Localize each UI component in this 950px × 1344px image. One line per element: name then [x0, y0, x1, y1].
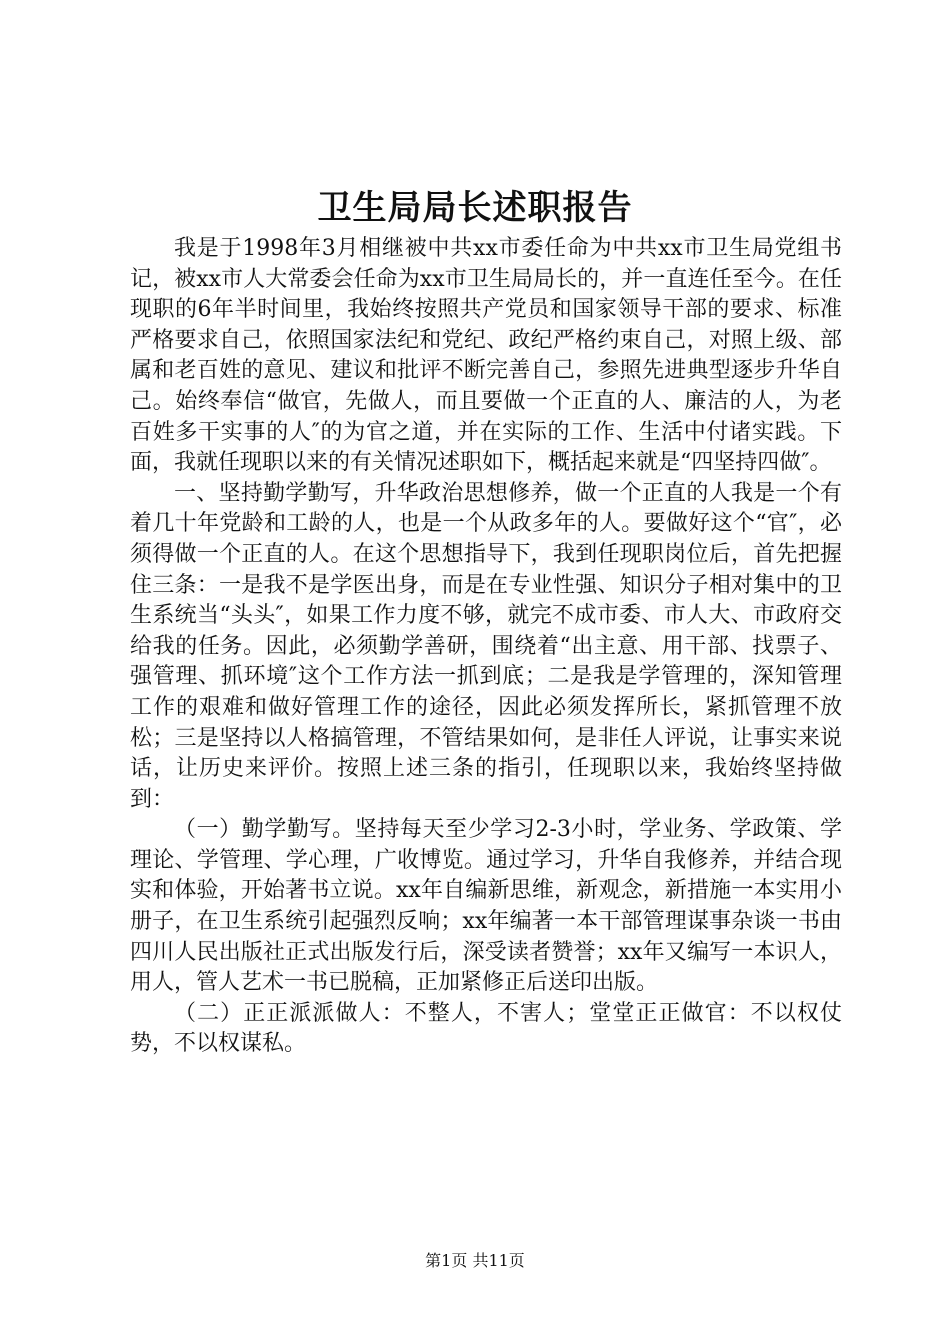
document-body	[130, 234, 842, 1060]
paragraph-section-one: 一、坚持勤学勤写，升华政治思想修养，做一个正直的人我是一个有着几十年党龄和工龄的人，也是一个从政多年的人。要做好这个“官″，必须得做一个正直的人。在这个思想指导下，我到任现职岗位后，首先把握住三条：一是我不是学医出身，而是在专业性强、知识分子相对集中的卫生系统当“头头″，如果工作力度不够，就完不成市委、市人大、市政府交给我的任务。因此，必须勤学善研，围绕着“出主意、用干部、找票子、强管理、抓环境″这个工作方法一抓到底；二是我是学管理的，深知管理工作的艰难和做好管理工作的途径，因此必须发挥所长，紧抓管理不放松；三是坚持以人格搞管理，不管结果如何，是非任人评说，让事实来说话，让历史来评价。按照上述三条的指引，任现职以来，我始终坚持做到：	[130, 480, 842, 812]
paragraph-subsection-two: （二）正正派派做人：不整人，不害人；堂堂正正做官：不以权仗势，不以权谋私。	[130, 1000, 842, 1057]
page-footer: 第1页 共11页	[425, 1251, 525, 1270]
paragraph-subsection-one: （一）勤学勤写。坚持每天至少学习2-3小时，学业务、学政策、学理论、学管理、学心理，广收博览。通过学习，升华自我修养，并结合现实和体验，开始著书立说。xx年自编新思维，新观念，新措施一本实用小册子，在卫生系统引起强烈反响；xx年编著一本干部管理谋事杂谈一书由四川人民出版社正式出版发行后，深受读者赞誉；xx年又编写一本识人，用人，管人艺术一书已脱稿，正加紧修正后送印出版。	[130, 817, 842, 996]
paragraph-intro: 我是于1998年3月相继被中共xx市委任命为中共xx市卫生局党组书记，被xx市人大常委会任命为xx市卫生局局长的，并一直连任至今。在任现职的6年半时间里，我始终按照共产党员和国家领导干部的要求、标准严格要求自己，依照国家法纪和党纪、政纪严格约束自己，对照上级、部属和老百姓的意见、建议和批评不断完善自己，参照先进典型逐步升华自己。始终奉信“做官，先做人，而且要做一个正直的人、廉洁的人，为老百姓多干实事的人″的为官之道，并在实际的工作、生活中付诸实践。下面，我就任现职以来的有关情况述职如下，概括起来就是“四坚持四做″。	[130, 236, 842, 476]
document-title: 卫生局局长述职报告	[317, 188, 633, 228]
